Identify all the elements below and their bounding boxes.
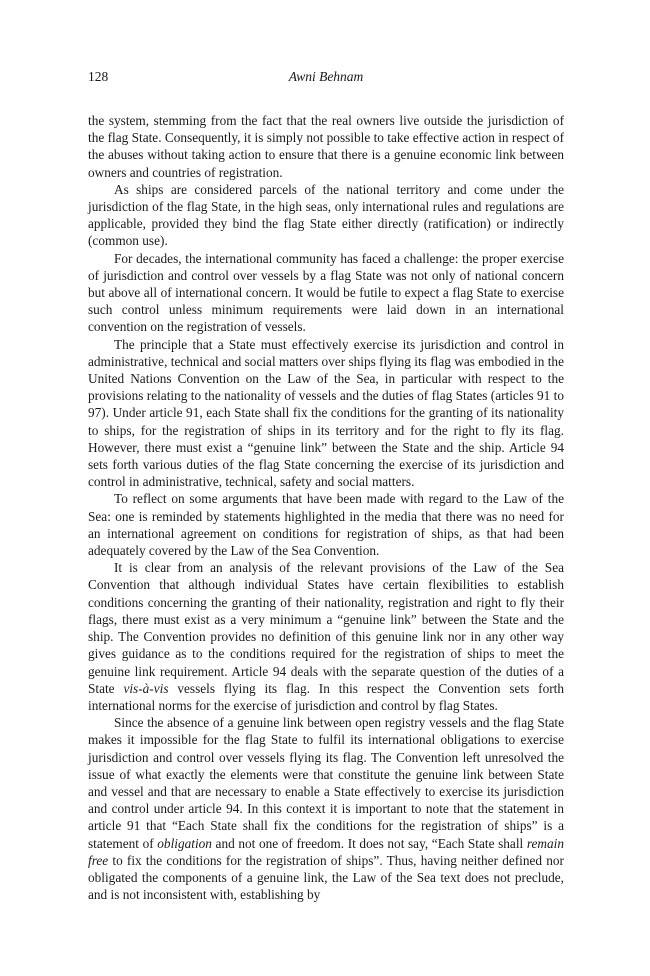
paragraph [88, 181, 564, 250]
paragraph-text: The principle that a State must effectively exercise its jurisdiction and control in administrative, technical and social matters over ships flying its flag was embodied in the United Nations Convention on the Law of the Sea, in particular with respect to the provisions relating to the nationality of vessels and the duties of flag States (articles 91 to 97). Under article 91, each State shall fix the conditions for the granting of its nationality to ships, for the registration of ships in its territory and for the right to fly its flag. However, there must exist a “genuine link” between the State and the ship. Article 94 sets forth various duties of the flag State concerning the exercise of its jurisdiction and control in administrative, technical, safety and social matters. [88, 336, 564, 490]
paragraph-text: To reflect on some arguments that have been made with regard to the Law of the Sea: one is reminded by statements highlighted in the media that there was no need for an international agreement on conditions for registration of ships, as that had been adequately covered by the Law of the Sea Convention. [88, 491, 564, 559]
italic-phrase: obligation [157, 835, 212, 851]
paragraph [88, 490, 564, 559]
paragraph [88, 336, 564, 491]
paragraph [88, 714, 564, 903]
paragraph-text: For decades, the international community has faced a challenge: the proper exercise of jurisdiction and control over vessels by a flag State was not only of national concern but above all of international concern. It would be futile to expect a flag State to exercise such control unless minimum requirements were laid down in an international convention on the registration of vessels. [88, 250, 564, 335]
paragraph-text: It is clear from an analysis of the relevant provisions of the Law of the Sea Convention that although individual States have certain flexibilities to establish conditions concerning the granting of their nationality, registration and right to fly their flags, there must exist as a very minimum a “genuine link” between the State and the ship. The Convention provides no definition of this genuine link nor in any other way gives guidance as to the conditions required for the registration of ships to meet the genuine link requirement. Article 94 deals with the separate question of the duties of a State [88, 560, 564, 696]
body-text [88, 112, 564, 903]
paragraph [88, 250, 564, 336]
paragraph-text: to fix the conditions for the registration of ships”. Thus, having neither defined nor obligated the components of a genuine link, the Law of the Sea text does not preclude, and is not inconsistent with, establishing by [88, 852, 564, 903]
paragraph-text: the system, stemming from the fact that the real owners live outside the jurisdiction of the flag State. Consequently, it is simply not possible to take effective action in respect of the abuses without taking action to ensure that there is a genuine economic link between owners and countries of registration. [88, 113, 564, 180]
paragraph-text: and not one of freedom. It does not say, “Each State shall [211, 835, 527, 851]
italic-phrase: vis-à-vis [123, 680, 169, 696]
paragraph [88, 112, 564, 181]
paragraph-text: Since the absence of a genuine link between open registry vessels and the flag State makes it impossible for the flag State to fulfil its international obligations to exercise jurisdiction and control over vessels flying its flag. The Convention left unresolved the issue of what exactly the elements were that constitute the genuine link between State and vessel and that are necessary to enable a State effectively to exercise its jurisdiction and control under article 94. In this context it is important to note that the statement in article 91 that “Each State shall fix the conditions for the registration of ships” is a statement of [88, 715, 564, 851]
running-head-author: Awni Behnam [288, 69, 364, 84]
paragraph-text: As ships are considered parcels of the national territory and come under the jurisdiction of the flag State, in the high seas, only international rules and regulations are applicable, provided they bind the flag State either directly (ratification) or indirectly (common use). [88, 181, 564, 249]
paragraph [88, 559, 564, 714]
italic-phrase: remain free [88, 835, 565, 868]
page-number: 128 [88, 69, 109, 84]
paragraph-text: vessels flying its flag. In this respect the Convention sets forth international norms for the exercise of jurisdiction and control by flag States. [88, 680, 564, 713]
page-header [88, 69, 564, 87]
